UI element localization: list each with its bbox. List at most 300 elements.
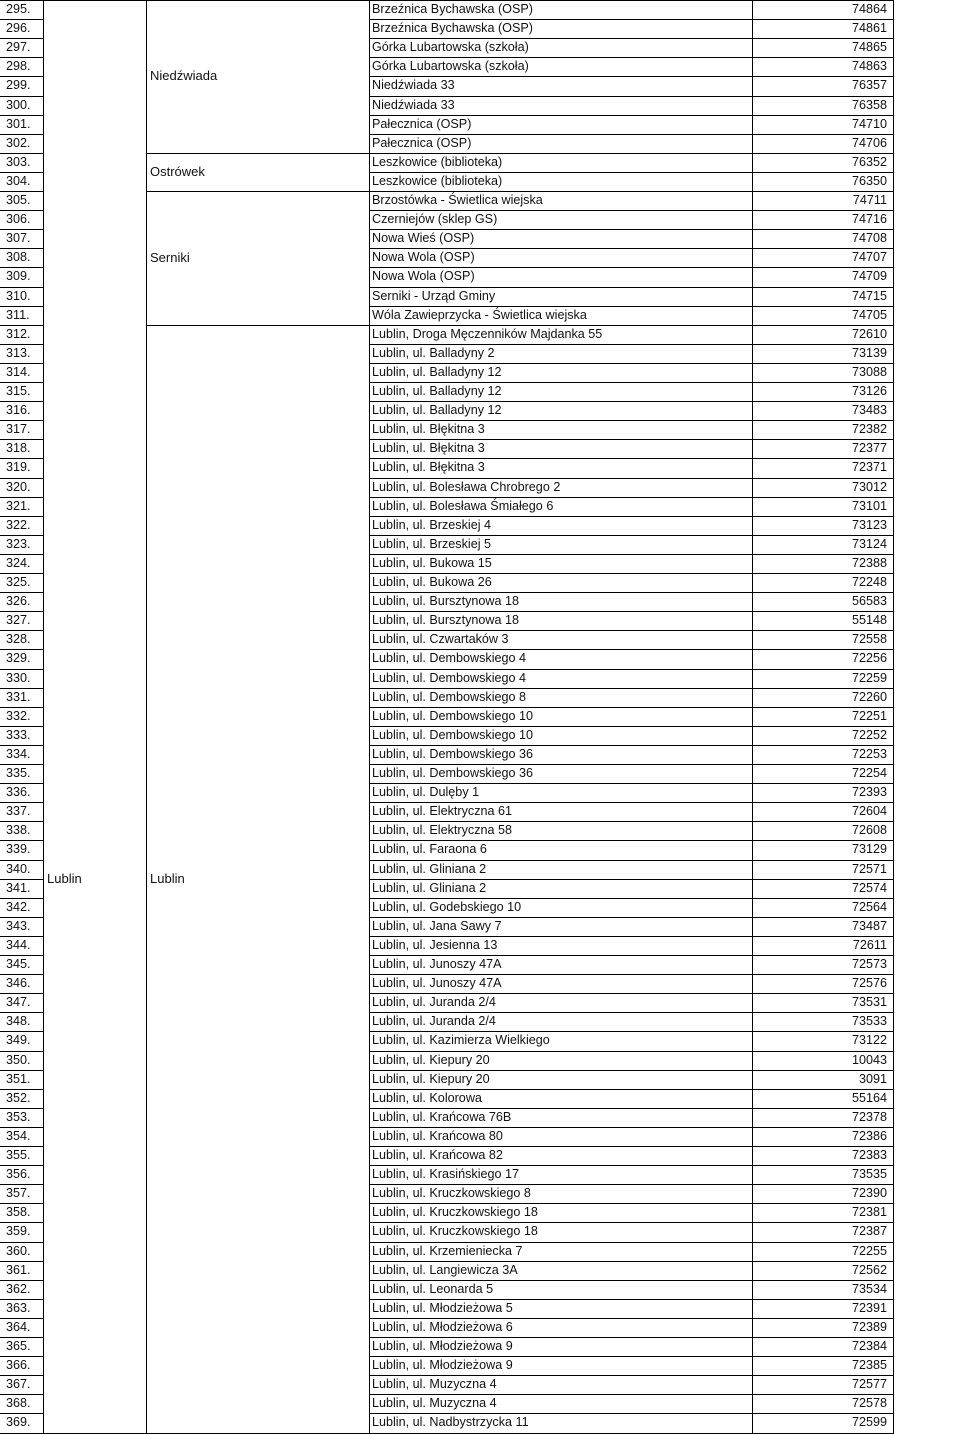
table-row — [0, 1108, 893, 1127]
address-cell: Lublin, ul. Gliniana 2 — [372, 861, 487, 876]
row-number: 344. — [6, 937, 31, 952]
address-cell: Leszkowice (biblioteka) — [372, 173, 503, 188]
code-cell: 74705 — [851, 307, 887, 322]
table-row — [0, 611, 893, 630]
address-cell: Lublin, ul. Kolorowa — [372, 1090, 482, 1105]
row-number: 364. — [6, 1319, 31, 1334]
address-cell: Lublin, ul. Młodzieżowa 9 — [372, 1339, 513, 1353]
code-cell: 76358 — [851, 97, 887, 112]
code-cell: 73012 — [851, 479, 887, 494]
address-cell: Lublin, ul. Muzyczna 4 — [372, 1377, 497, 1392]
address-cell: Lublin, ul. Jesienna 13 — [372, 937, 498, 952]
code-cell: 73533 — [851, 1014, 887, 1029]
row-number: 313. — [6, 345, 31, 360]
code-cell: 55164 — [851, 1090, 887, 1105]
address-cell: Lublin, ul. Krzemieniecka 7 — [372, 1243, 523, 1258]
address-cell: Niedźwiada 33 — [372, 97, 455, 112]
address-cell: Lublin, ul. Młodzieżowa 9 — [372, 1358, 513, 1373]
address-cell: Lublin, ul. Elektryczna 58 — [372, 823, 513, 838]
address-cell: Nowa Wola (OSP) — [372, 269, 475, 284]
row-number: 308. — [6, 250, 31, 265]
row-number: 354. — [6, 1128, 31, 1143]
row-number: 325. — [6, 575, 31, 589]
row-number: 365. — [6, 1339, 31, 1353]
table-row — [0, 554, 893, 573]
table-row — [0, 592, 893, 611]
row-number: 305. — [6, 193, 31, 207]
table-row — [0, 191, 893, 210]
table-row — [0, 1146, 893, 1165]
code-cell: 72251 — [851, 708, 887, 723]
table-row — [0, 1261, 893, 1280]
gmina-label: Lublin — [150, 870, 185, 886]
code-cell: 74710 — [851, 116, 887, 131]
address-cell: Lublin, ul. Błękitna 3 — [372, 460, 485, 475]
row-number: 356. — [6, 1167, 31, 1182]
row-number: 333. — [6, 727, 31, 742]
table-row — [0, 325, 893, 344]
table-row — [0, 898, 893, 917]
row-number: 331. — [6, 689, 31, 704]
address-cell: Lublin, ul. Brzeskiej 5 — [372, 536, 492, 551]
row-number: 306. — [6, 212, 31, 227]
table-row — [0, 363, 893, 382]
table-row — [0, 38, 893, 57]
address-cell: Serniki - Urząd Gminy — [372, 288, 496, 303]
address-cell: Lublin, ul. Kiepury 20 — [372, 1052, 490, 1067]
row-number: 352. — [6, 1090, 31, 1105]
row-number: 360. — [6, 1243, 31, 1258]
address-cell: Wóla Zawieprzycka - Świetlica wiejska — [372, 307, 587, 322]
code-cell: 74865 — [851, 40, 887, 55]
table-row — [0, 1394, 893, 1413]
address-cell: Lublin, ul. Jana Sawy 7 — [372, 918, 502, 933]
code-cell: 73531 — [851, 995, 887, 1010]
address-cell: Lublin, ul. Balladyny 12 — [372, 384, 502, 398]
table-row — [0, 535, 893, 554]
address-cell: Lublin, ul. Krasińskiego 17 — [372, 1167, 520, 1182]
table-row — [0, 707, 893, 726]
address-cell: Lublin, ul. Krańcowa 80 — [372, 1128, 503, 1143]
row-number: 361. — [6, 1262, 31, 1277]
code-cell: 73487 — [851, 918, 887, 933]
table-row — [0, 1165, 893, 1184]
code-cell: 72562 — [851, 1262, 887, 1277]
address-cell: Lublin, ul. Dembowskiego 8 — [372, 689, 527, 704]
row-number: 367. — [6, 1377, 31, 1392]
table-row — [0, 1413, 893, 1432]
address-cell: Lublin, ul. Gliniana 2 — [372, 880, 487, 895]
code-cell: 72390 — [851, 1186, 887, 1201]
address-cell: Lublin, ul. Bursztynowa 18 — [372, 613, 520, 628]
table-row — [0, 1012, 893, 1031]
code-cell: 72256 — [851, 651, 887, 666]
address-cell: Pałecznica (OSP) — [372, 135, 472, 150]
row-number: 311. — [6, 307, 30, 322]
row-number: 342. — [6, 899, 31, 914]
table-row — [0, 745, 893, 764]
table-row — [0, 649, 893, 668]
address-cell: Brzostówka - Świetlica wiejska — [372, 193, 543, 207]
table-row — [0, 917, 893, 936]
table-row — [0, 630, 893, 649]
code-cell: 73139 — [851, 345, 887, 360]
address-cell: Górka Lubartowska (szkoła) — [372, 40, 529, 55]
code-cell: 72576 — [851, 976, 887, 991]
row-number: 358. — [6, 1205, 31, 1220]
row-number: 300. — [6, 97, 31, 112]
code-cell: 72253 — [851, 746, 887, 761]
row-number: 350. — [6, 1052, 31, 1067]
row-number: 298. — [6, 59, 31, 74]
code-cell: 72611 — [852, 937, 887, 952]
row-number: 323. — [6, 536, 31, 551]
row-number: 345. — [6, 957, 31, 971]
table-row — [0, 1222, 893, 1241]
code-cell: 72577 — [851, 1377, 887, 1392]
gmina-label: Ostrówek — [150, 163, 205, 179]
code-cell: 74707 — [851, 250, 887, 265]
row-number: 340. — [6, 861, 31, 876]
address-cell: Lublin, ul. Godebskiego 10 — [372, 899, 522, 914]
table-row — [0, 344, 893, 363]
row-number: 362. — [6, 1281, 31, 1296]
code-cell: 73483 — [851, 403, 887, 418]
table-row — [0, 936, 893, 955]
address-cell: Lublin, ul. Dembowskiego 36 — [372, 746, 534, 761]
row-number: 349. — [6, 1033, 31, 1048]
district-label: Lublin — [47, 870, 82, 886]
row-number: 303. — [6, 154, 31, 169]
table-row — [0, 1051, 893, 1070]
code-cell: 72604 — [851, 804, 887, 819]
table-row — [0, 879, 893, 898]
row-number: 296. — [6, 21, 31, 36]
address-cell: Lublin, ul. Junoszy 47A — [372, 976, 502, 991]
row-number: 326. — [6, 594, 31, 609]
table-row — [0, 1299, 893, 1318]
table-row — [0, 974, 893, 993]
row-number: 355. — [6, 1148, 31, 1162]
row-number: 318. — [6, 441, 31, 456]
table-row — [0, 229, 893, 248]
address-cell: Lublin, ul. Nadbystrzycka 11 — [372, 1415, 529, 1430]
table-row — [0, 306, 893, 325]
row-number: 295. — [6, 2, 31, 16]
row-number: 329. — [6, 651, 31, 666]
address-cell: Lublin, ul. Bolesława Chrobrego 2 — [372, 479, 561, 494]
table-row — [0, 267, 893, 286]
code-cell: 72385 — [851, 1358, 887, 1373]
gmina-label: Serniki — [150, 249, 190, 265]
table-row — [0, 1127, 893, 1146]
address-cell: Lublin, ul. Błękitna 3 — [372, 422, 485, 437]
table-row — [0, 172, 893, 191]
table-row — [0, 401, 893, 420]
code-cell: 73535 — [851, 1167, 887, 1182]
code-cell: 72564 — [851, 899, 887, 914]
address-cell: Lublin, ul. Bukowa 15 — [372, 555, 492, 570]
code-cell: 10043 — [851, 1052, 887, 1067]
address-cell: Lublin, ul. Dembowskiego 10 — [372, 708, 534, 723]
address-cell: Lublin, ul. Juranda 2/4 — [372, 995, 496, 1010]
row-number: 366. — [6, 1358, 31, 1373]
table-row — [0, 955, 893, 974]
table-row — [0, 860, 893, 879]
row-number: 348. — [6, 1014, 31, 1029]
code-cell: 56583 — [851, 594, 887, 609]
table-row — [0, 783, 893, 802]
row-number: 327. — [6, 613, 31, 628]
address-cell: Lublin, Droga Męczenników Majdanka 55 — [372, 326, 603, 341]
table-row — [0, 802, 893, 821]
code-cell: 72574 — [851, 880, 887, 895]
address-cell: Lublin, ul. Langiewicza 3A — [372, 1262, 518, 1277]
row-number: 334. — [6, 746, 31, 761]
address-cell: Lublin, ul. Kruczkowskiego 8 — [372, 1186, 531, 1201]
address-cell: Lublin, ul. Czwartaków 3 — [372, 632, 509, 647]
address-cell: Lublin, ul. Błękitna 3 — [372, 441, 485, 456]
row-number: 336. — [6, 785, 31, 800]
table-row — [0, 439, 893, 458]
address-cell: Górka Lubartowska (szkoła) — [372, 59, 529, 74]
row-number: 357. — [6, 1186, 31, 1201]
row-number: 337. — [6, 804, 31, 819]
table-row — [0, 478, 893, 497]
address-cell: Lublin, ul. Faraona 6 — [372, 842, 487, 857]
code-cell: 72248 — [851, 575, 887, 589]
table-row — [0, 1203, 893, 1222]
address-cell: Lublin, ul. Bolesława Śmiałego 6 — [372, 498, 554, 513]
code-cell: 72382 — [851, 422, 887, 437]
address-cell: Leszkowice (biblioteka) — [372, 154, 503, 169]
code-cell: 72254 — [851, 766, 887, 780]
table-row — [0, 1031, 893, 1050]
address-cell: Lublin, ul. Krańcowa 82 — [372, 1148, 503, 1162]
row-number: 301. — [6, 116, 31, 131]
table-bottom-border — [43, 1433, 146, 1434]
table-row — [0, 96, 893, 115]
row-number: 347. — [6, 995, 31, 1010]
address-cell: Lublin, ul. Młodzieżowa 6 — [372, 1319, 513, 1334]
code-cell: 72388 — [851, 555, 887, 570]
code-cell: 72259 — [851, 670, 887, 685]
table-row — [0, 516, 893, 535]
address-cell: Lublin, ul. Dembowskiego 4 — [372, 651, 527, 666]
table-row — [0, 0, 893, 19]
row-border — [369, 1433, 894, 1434]
address-cell: Lublin, ul. Kiepury 20 — [372, 1071, 490, 1086]
table-row — [0, 1242, 893, 1261]
code-cell: 73088 — [851, 364, 887, 379]
table-row — [0, 134, 893, 153]
row-number: 332. — [6, 708, 31, 723]
table-row — [0, 821, 893, 840]
address-cell: Lublin, ul. Balladyny 2 — [372, 345, 495, 360]
code-cell: 72377 — [851, 441, 887, 456]
table-row — [0, 153, 893, 172]
row-number: 319. — [6, 460, 31, 475]
address-cell: Lublin, ul. Dembowskiego 36 — [372, 766, 534, 780]
row-number: 304. — [6, 173, 31, 188]
row-number: 324. — [6, 555, 31, 570]
code-cell: 72384 — [851, 1339, 887, 1353]
row-number: 346. — [6, 976, 31, 991]
code-cell: 72599 — [851, 1415, 887, 1430]
gmina-label: Niedźwiada — [150, 68, 218, 84]
row-number: 328. — [6, 632, 31, 647]
table-row — [0, 458, 893, 477]
row-number: 316. — [6, 403, 31, 418]
row-number: 330. — [6, 670, 31, 685]
address-cell: Lublin, ul. Muzyczna 4 — [372, 1396, 497, 1411]
row-number: 310. — [6, 288, 31, 303]
code-cell: 3091 — [858, 1071, 887, 1086]
table-row — [0, 573, 893, 592]
table-row — [0, 382, 893, 401]
address-cell: Lublin, ul. Junoszy 47A — [372, 957, 502, 971]
address-cell: Lublin, ul. Kruczkowskiego 18 — [372, 1205, 538, 1220]
row-number: 351. — [6, 1071, 31, 1086]
code-cell: 72252 — [851, 727, 887, 742]
address-cell: Lublin, ul. Bukowa 26 — [372, 575, 492, 589]
code-cell: 74863 — [851, 59, 887, 74]
address-cell: Lublin, ul. Dulęby 1 — [372, 785, 480, 800]
code-cell: 72386 — [851, 1128, 887, 1143]
code-cell: 72610 — [851, 326, 887, 341]
code-cell: 76350 — [851, 173, 887, 188]
code-cell: 74711 — [852, 193, 887, 207]
code-cell: 74706 — [851, 135, 887, 150]
address-cell: Lublin, ul. Balladyny 12 — [372, 403, 502, 418]
row-number: 369. — [6, 1415, 31, 1430]
table-row — [0, 420, 893, 439]
row-number: 368. — [6, 1396, 31, 1411]
table-row — [0, 1337, 893, 1356]
code-cell: 72260 — [851, 689, 887, 704]
address-cell: Lublin, ul. Kazimierza Wielkiego — [372, 1033, 550, 1048]
code-cell: 72608 — [851, 823, 887, 838]
address-cell: Niedźwiada 33 — [372, 78, 455, 93]
code-cell: 72255 — [851, 1243, 887, 1258]
row-number: 307. — [6, 231, 31, 246]
code-cell: 74709 — [851, 269, 887, 284]
address-cell: Lublin, ul. Krańcowa 76B — [372, 1109, 512, 1124]
address-cell: Nowa Wola (OSP) — [372, 250, 475, 265]
column-border — [893, 0, 894, 1433]
row-number: 302. — [6, 135, 31, 150]
row-number: 320. — [6, 479, 31, 494]
code-cell: 74715 — [851, 288, 887, 303]
row-number: 353. — [6, 1109, 31, 1124]
row-border — [0, 1433, 43, 1434]
code-cell: 74708 — [851, 231, 887, 246]
table-row — [0, 1070, 893, 1089]
table-row — [0, 497, 893, 516]
group-border — [146, 1433, 369, 1434]
row-number: 335. — [6, 766, 31, 780]
table-top-border — [0, 0, 894, 1]
table-row — [0, 1089, 893, 1108]
code-cell: 72391 — [851, 1300, 887, 1315]
table-row — [0, 1184, 893, 1203]
row-number: 343. — [6, 918, 31, 933]
address-cell: Lublin, ul. Elektryczna 61 — [372, 804, 513, 819]
code-cell: 76357 — [851, 78, 887, 93]
table-row — [0, 1280, 893, 1299]
code-cell: 73534 — [851, 1281, 887, 1296]
table-row — [0, 1318, 893, 1337]
code-cell: 72573 — [851, 957, 887, 971]
table-row — [0, 248, 893, 267]
row-number: 312. — [6, 326, 31, 341]
row-number: 315. — [6, 384, 31, 398]
code-cell: 73122 — [851, 1033, 887, 1048]
code-cell: 74861 — [851, 21, 887, 36]
code-cell: 72371 — [851, 460, 887, 475]
address-cell: Lublin, ul. Kruczkowskiego 18 — [372, 1224, 538, 1239]
code-cell: 73126 — [851, 384, 887, 398]
code-cell: 72383 — [851, 1148, 887, 1162]
row-number: 339. — [6, 842, 31, 857]
address-cell: Lublin, ul. Leonarda 5 — [372, 1281, 494, 1296]
table-row — [0, 19, 893, 38]
address-cell: Lublin, ul. Dembowskiego 10 — [372, 727, 534, 742]
table-row — [0, 669, 893, 688]
code-cell: 72393 — [851, 785, 887, 800]
code-cell: 73124 — [851, 536, 887, 551]
table-row — [0, 1356, 893, 1375]
row-number: 359. — [6, 1224, 31, 1239]
code-cell: 72381 — [851, 1205, 887, 1220]
code-cell: 74864 — [851, 2, 887, 16]
code-cell: 73123 — [851, 517, 887, 532]
table-row — [0, 764, 893, 783]
table-row — [0, 1375, 893, 1394]
row-number: 314. — [6, 364, 31, 379]
address-cell: Czerniejów (sklep GS) — [372, 212, 498, 227]
table-row — [0, 115, 893, 134]
row-number: 322. — [6, 517, 31, 532]
code-cell: 72571 — [851, 861, 887, 876]
row-number: 338. — [6, 823, 31, 838]
code-cell: 72378 — [851, 1109, 887, 1124]
row-number: 309. — [6, 269, 31, 284]
table-row — [0, 688, 893, 707]
address-cell: Nowa Wieś (OSP) — [372, 231, 475, 246]
code-cell: 55148 — [851, 613, 887, 628]
table-row — [0, 210, 893, 229]
code-cell: 72389 — [851, 1319, 887, 1334]
code-cell: 73101 — [851, 498, 887, 513]
row-number: 299. — [6, 78, 31, 93]
code-cell: 73129 — [851, 842, 887, 857]
row-number: 317. — [6, 422, 31, 437]
address-cell: Pałecznica (OSP) — [372, 116, 472, 131]
address-cell: Lublin, ul. Brzeskiej 4 — [372, 517, 492, 532]
code-cell: 72578 — [851, 1396, 887, 1411]
address-cell: Lublin, ul. Dembowskiego 4 — [372, 670, 527, 685]
table-row — [0, 57, 893, 76]
table-row — [0, 287, 893, 306]
address-cell: Brzeźnica Bychawska (OSP) — [372, 21, 533, 36]
row-number: 321. — [6, 498, 31, 513]
address-cell: Lublin, ul. Młodzieżowa 5 — [372, 1300, 513, 1315]
code-cell: 74716 — [851, 212, 887, 227]
address-cell: Brzeźnica Bychawska (OSP) — [372, 2, 533, 16]
address-cell: Lublin, ul. Juranda 2/4 — [372, 1014, 496, 1029]
address-cell: Lublin, ul. Bursztynowa 18 — [372, 594, 520, 609]
